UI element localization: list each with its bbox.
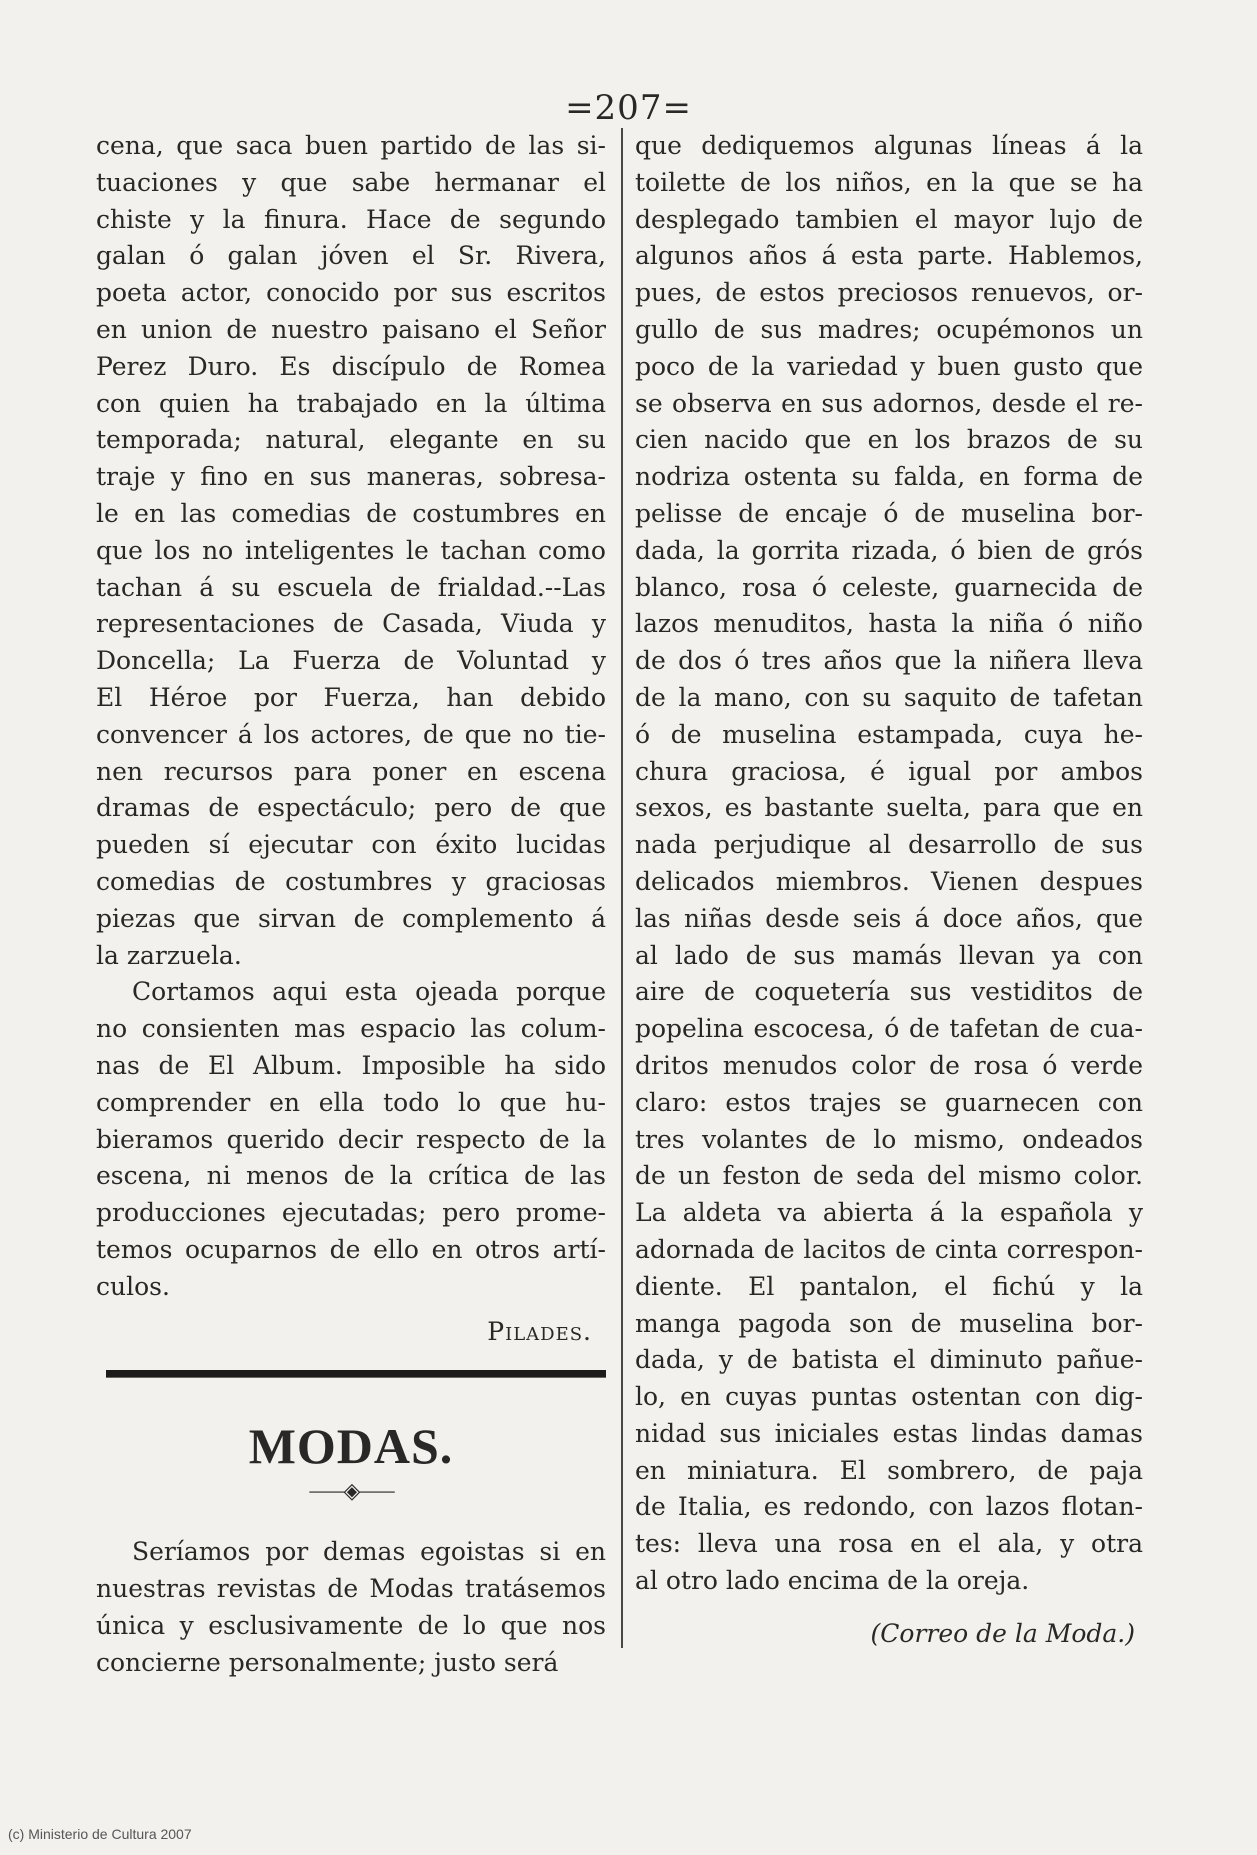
section-heading: MODAS.	[248, 1418, 454, 1475]
text-line: nodriza ostenta su falda, en forma de	[635, 462, 1143, 492]
text-line: desplegado tambien el mayor lujo de	[635, 204, 1143, 234]
text-line: de la mano, con su saquito de tafetan	[635, 682, 1143, 712]
text-line: nas de El Album. Imposible ha sido	[96, 1050, 606, 1080]
text-line: de un feston de seda del mismo color.	[635, 1161, 1143, 1191]
text-line: algunos años á esta parte. Hablemos,	[635, 241, 1143, 271]
column-divider-rule	[621, 128, 623, 1648]
text-line: nidad sus iniciales estas lindas damas	[635, 1418, 1143, 1448]
left-column-text-before	[96, 128, 606, 1306]
copyright-notice: (c) Ministerio de Cultura 2007	[8, 1826, 192, 1842]
author-signature: Pilades.	[487, 1316, 592, 1346]
text-line: concierne personalmente; justo será	[96, 1647, 559, 1677]
text-line: pues, de estos preciosos renuevos, or-	[635, 278, 1143, 308]
text-line: dramas de espectáculo; pero de que	[96, 793, 606, 823]
text-line: Perez Duro. Es discípulo de Romea	[96, 351, 606, 381]
text-line: culos.	[96, 1271, 170, 1301]
text-line: chura graciosa, é igual por ambos	[635, 756, 1143, 786]
text-line: nuestras revistas de Modas tratásemos	[96, 1574, 606, 1604]
text-line: chiste y la finura. Hace de segundo	[96, 204, 606, 234]
text-line: aire de coquetería sus vestiditos de	[635, 977, 1143, 1007]
text-line: delicados miembros. Vienen despues	[635, 866, 1143, 896]
text-line: convencer á los actores, de que no tie-	[96, 719, 606, 749]
text-line: escena, ni menos de la crítica de las	[96, 1161, 606, 1191]
text-line: comedias de costumbres y graciosas	[96, 866, 606, 896]
text-line: popelina escocesa, ó de tafetan de cua-	[635, 1014, 1143, 1044]
text-line: tuaciones y que sabe hermanar el	[96, 167, 606, 197]
text-line: dritos menudos color de rosa ó verde	[635, 1050, 1143, 1080]
text-line: que los no inteligentes le tachan como	[96, 535, 606, 565]
ornament-flourish: ⸺◈⸺	[308, 1479, 394, 1505]
text-line: tres volantes de lo mismo, ondeados	[635, 1124, 1143, 1154]
text-line: manga pagoda son de muselina bor-	[635, 1308, 1143, 1338]
text-line: tachan á su escuela de frialdad.--Las	[96, 572, 606, 602]
text-line: traje y fino en sus maneras, sobresa-	[96, 462, 606, 492]
text-line: piezas que sirvan de complemento á	[96, 903, 606, 933]
text-line: que dediquemos algunas líneas á la	[635, 131, 1143, 160]
text-line: dada, la gorrita rizada, ó bien de grós	[635, 535, 1143, 565]
text-line: lo, en cuyas puntas ostentan con dig-	[635, 1382, 1143, 1412]
page-number: =207=	[565, 88, 692, 128]
text-line: blanco, rosa ó celeste, guarnecida de	[635, 572, 1143, 602]
text-line: le en las comedias de costumbres en	[96, 498, 606, 528]
text-line: la zarzuela.	[96, 940, 242, 970]
text-line: adornada de lacitos de cinta correspon-	[635, 1234, 1143, 1264]
text-line: las niñas desde seis á doce años, que	[635, 903, 1143, 933]
right-column	[635, 128, 1143, 1653]
text-line: El Héroe por Fuerza, han debido	[96, 682, 606, 712]
text-line: La aldeta va abierta á la española y	[635, 1198, 1143, 1228]
text-line: tes: lleva una rosa en el ala, y otra	[635, 1529, 1143, 1559]
text-line: única y esclusivamente de lo que nos	[96, 1610, 606, 1640]
text-line: al lado de sus mamás llevan ya con	[635, 940, 1143, 970]
right-column-text	[635, 128, 1143, 1600]
text-line: gullo de sus madres; ocupémonos un	[635, 314, 1143, 344]
text-line: no consienten mas espacio las colum-	[96, 1014, 606, 1044]
text-line: temos ocuparnos de ello en otros artí-	[96, 1234, 606, 1264]
text-line: con quien ha trabajado en la última	[96, 388, 606, 418]
text-line: cien nacido que en los brazos de su	[635, 425, 1143, 455]
text-line: sexos, es bastante suelta, para que en	[635, 793, 1143, 823]
text-line: cena, que saca buen partido de las si-	[96, 131, 606, 160]
text-line: pueden sí ejecutar con éxito lucidas	[96, 830, 606, 860]
text-line: poeta actor, conocido por sus escritos	[96, 278, 606, 308]
text-line: lazos menuditos, hasta la niña ó niño	[635, 609, 1143, 639]
text-line: toilette de los niños, en la que se ha	[635, 167, 1143, 197]
text-line: en union de nuestro paisano el Señor	[96, 314, 606, 344]
text-line: al otro lado encima de la oreja.	[635, 1566, 1030, 1596]
text-line: Doncella; La Fuerza de Voluntad y	[96, 646, 606, 676]
text-line: Seríamos por demas egoistas si en	[132, 1537, 606, 1567]
text-line: ó de muselina estampada, cuya he-	[635, 719, 1143, 749]
section-divider-rule	[106, 1370, 606, 1378]
text-line: de dos ó tres años que la niñera lleva	[635, 646, 1143, 676]
left-column	[96, 128, 606, 1681]
text-line: nada perjudique al desarrollo de sus	[635, 830, 1143, 860]
text-line: poco de la variedad y buen gusto que	[635, 351, 1143, 381]
text-line: temporada; natural, elegante en su	[96, 425, 606, 455]
text-line: bieramos querido decir respecto de la	[96, 1124, 606, 1154]
text-line: pelisse de encaje ó de muselina bor-	[635, 498, 1143, 528]
text-line: diente. El pantalon, el fichú y la	[635, 1271, 1143, 1301]
text-line: representaciones de Casada, Viuda y	[96, 609, 606, 639]
text-line: se observa en sus adornos, desde el re-	[635, 388, 1143, 418]
left-column-text-after	[96, 1534, 606, 1681]
source-attribution: (Correo de la Moda.)	[870, 1618, 1135, 1648]
text-line: en miniatura. El sombrero, de paja	[635, 1455, 1143, 1485]
text-line: comprender en ella todo lo que hu-	[96, 1087, 606, 1117]
text-line: galan ó galan jóven el Sr. Rivera,	[96, 241, 606, 271]
text-line: producciones ejecutadas; pero prome-	[96, 1198, 606, 1228]
text-line: Cortamos aqui esta ojeada porque	[132, 977, 606, 1007]
text-line: de Italia, es redondo, con lazos flotan-	[635, 1492, 1143, 1522]
text-line: nen recursos para poner en escena	[96, 756, 606, 786]
text-line: dada, y de batista el diminuto pañue-	[635, 1345, 1143, 1375]
text-line: claro: estos trajes se guarnecen con	[635, 1087, 1143, 1117]
